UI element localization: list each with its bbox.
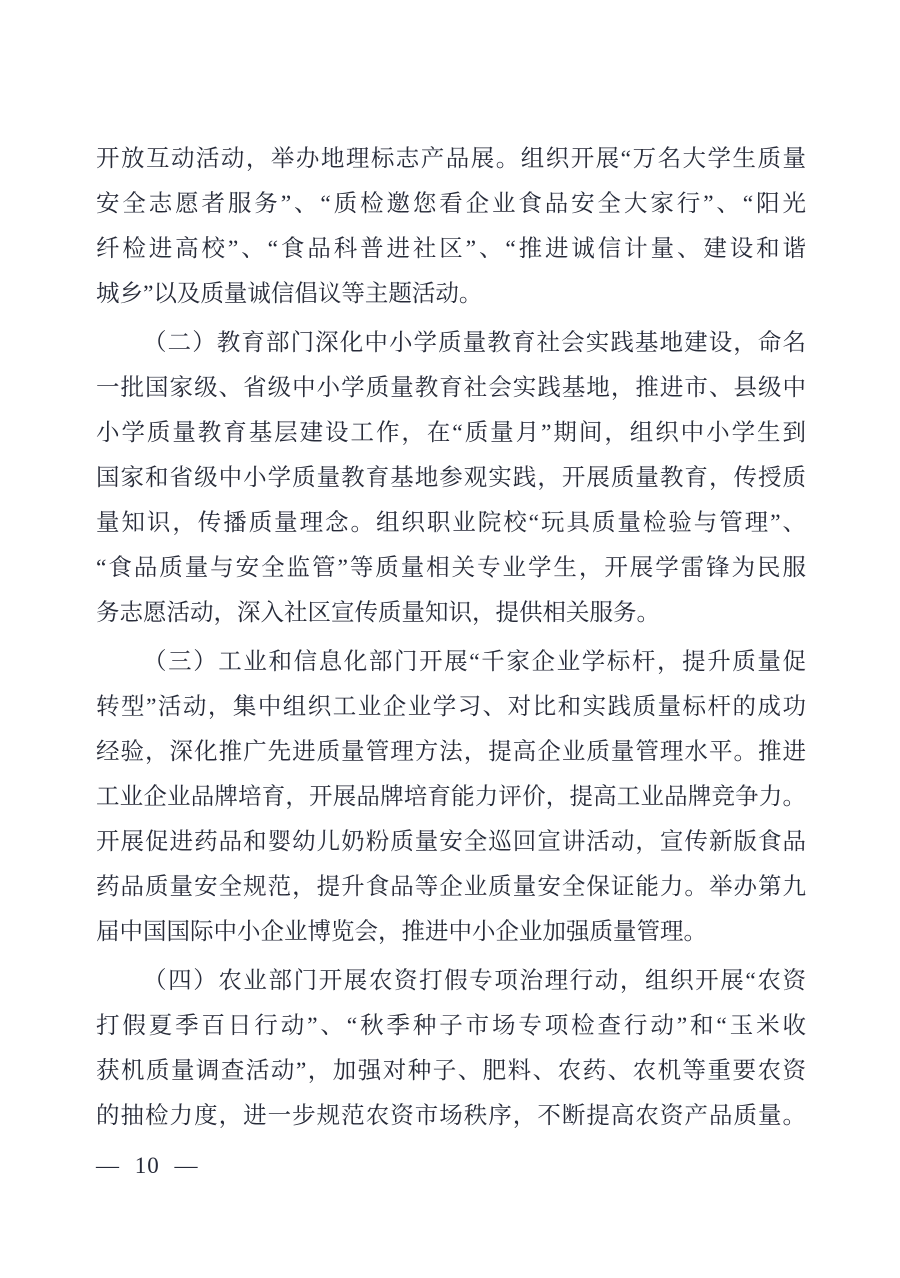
text-line-section-3-start: （三）工业和信息化部门开展“千家企业学标杆，提升质量促	[143, 649, 806, 675]
text-line: 城乡”以及质量诚信倡议等主题活动。	[96, 281, 483, 307]
text-line: 经验，深化推广先进质量管理方法，提高企业质量管理水平。推进	[96, 739, 806, 765]
text-line-section-4-start: （四）农业部门开展农资打假专项治理行动，组织开展“农资	[143, 968, 806, 994]
text-line: 打假夏季百日行动”、“秋季种子市场专项检查行动”和“玉米收	[96, 1013, 806, 1039]
text-line: 务志愿活动，深入社区宣传质量知识，提供相关服务。	[96, 600, 660, 626]
document-body	[96, 137, 806, 1139]
text-line: 工业企业品牌培育，开展品牌培育能力评价，提高工业品牌竞争力。	[96, 784, 806, 810]
text-line: 国家和省级中小学质量教育基地参观实践，开展质量教育，传授质	[96, 465, 806, 491]
text-line: 开放互动活动，举办地理标志产品展。组织开展“万名大学生质量	[96, 146, 806, 172]
page-number: — 10 —	[96, 1153, 199, 1178]
text-line: 小学质量教育基层建设工作，在“质量月”期间，组织中小学生到	[96, 420, 806, 446]
text-line: 一批国家级、省级中小学质量教育社会实践基地，推进市、县级中	[96, 375, 806, 401]
text-line: 药品质量安全规范，提升食品等企业质量安全保证能力。举办第九	[96, 874, 806, 900]
text-line: “食品质量与安全监管”等质量相关专业学生，开展学雷锋为民服	[96, 555, 806, 581]
text-line: 转型”活动，集中组织工业企业学习、对比和实践质量标杆的成功	[96, 694, 806, 720]
text-line: 纤检进高校”、“食品科普进社区”、“推进诚信计量、建设和谐	[96, 236, 806, 262]
text-line: 获机质量调查活动”，加强对种子、肥料、农药、农机等重要农资	[96, 1058, 806, 1084]
text-line-section-2-start: （二）教育部门深化中小学质量教育社会实践基地建设，命名	[143, 330, 806, 356]
text-line: 的抽检力度，进一步规范农资市场秩序，不断提高农资产品质量。	[96, 1103, 806, 1129]
text-line: 量知识，传播质量理念。组织职业院校“玩具质量检验与管理”、	[96, 510, 806, 536]
text-line: 届中国国际中小企业博览会，推进中小企业加强质量管理。	[96, 919, 707, 945]
text-line: 安全志愿者服务”、“质检邀您看企业食品安全大家行”、“阳光	[96, 191, 806, 217]
text-line: 开展促进药品和婴幼儿奶粉质量安全巡回宣讲活动，宣传新版食品	[96, 829, 806, 855]
page-footer	[96, 1150, 199, 1182]
